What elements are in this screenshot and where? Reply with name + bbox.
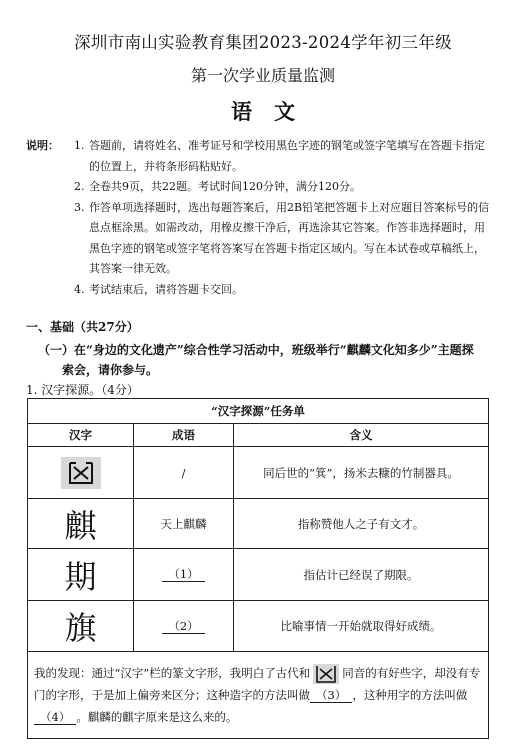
answer-blank-4[interactable]: （4） — [34, 710, 76, 725]
sub-section-heading — [38, 340, 498, 380]
sub-heading-line1: （一）在“身边的文化遗产”综合性学习活动中，班级举行“麒麟文化知多少”主题探 — [38, 343, 474, 357]
meaning-cell: 比喻事情一开始就取得好成绩。 — [280, 619, 442, 633]
instruction-text: 答题前，请将姓名、准考证号和学校用黑色字迹的钢笔或签字笔填写在答题卡指定的位置上，并将条形码粘贴好。 — [89, 139, 485, 173]
exam-title: 深圳市南山实验教育集团2023-2024学年初三年级 — [74, 33, 452, 52]
answer-blank-2[interactable]: （2） — [162, 619, 204, 634]
table-row — [28, 601, 488, 652]
instruction-number: 2. — [74, 180, 85, 193]
idiom-cell — [134, 601, 234, 651]
glyph-cell — [28, 447, 134, 498]
sub-heading-line2: 索会，请你参与。 — [62, 363, 159, 377]
instruction-item — [74, 198, 492, 280]
seal-script-ji-inline-icon — [313, 664, 339, 684]
idiom-cell: 天上麒麟 — [134, 499, 234, 548]
answer-blank-1[interactable]: （1） — [162, 567, 204, 582]
idiom-cell — [134, 549, 234, 600]
exam-subtitle: 第一次学业质量监测 — [190, 66, 335, 85]
answer-blank-3[interactable]: （3） — [310, 688, 352, 703]
instruction-number: 3. — [74, 200, 85, 214]
column-header: 含义 — [349, 428, 373, 442]
instruction-text: 考试结束后，请将答题卡交回。 — [89, 282, 243, 296]
table-row — [28, 447, 488, 499]
instruction-text: 全卷共9页，共22题。考试时间120分钟，满分120分。 — [89, 180, 361, 193]
glyph-cell — [28, 499, 134, 548]
meaning-cell: 同后世的“箕”，扬米去糠的竹制器具。 — [263, 465, 459, 480]
instruction-item — [74, 177, 492, 198]
instruction-text: 作答单项选择题时，选出每题答案后，用2B铅笔把答题卡上对应题目答案标号的信息点框涂黑。如需改动，用橡皮擦干净后，再选涂其它答案。作答非选择题时，用黑色字迹的钢笔或签字笔将答案写在答题卡指定区域内。写在本试卷或草稿纸上，其答案一律无效。 — [89, 200, 490, 275]
instruction-item — [74, 136, 492, 177]
section-heading: 一、基础（共27分） — [26, 320, 139, 334]
seal-script-qi-icon: 麒 — [64, 506, 97, 545]
glyph-cell — [28, 549, 134, 600]
subject-title: 语文 — [231, 99, 317, 124]
task-table — [27, 398, 489, 739]
instruction-number: 4. — [74, 282, 85, 296]
column-header: 成语 — [134, 424, 234, 446]
meaning-cell: 指称赞他人之子有文才。 — [297, 516, 425, 531]
table-row — [28, 499, 488, 549]
finding-text: 。麒麟的麒字原来是这么来的。 — [76, 710, 238, 724]
finding-text: ，这种用字的方法叫做 — [352, 688, 468, 702]
instructions-list — [74, 136, 492, 300]
instructions-label: 说明： — [26, 139, 59, 152]
meaning-cell: 指估计已经误了期限。 — [303, 567, 419, 582]
table-row — [28, 549, 488, 601]
seal-script-ji-icon — [61, 457, 101, 489]
table-header-row — [28, 424, 488, 447]
seal-script-qi2-icon: 期 — [64, 557, 97, 596]
finding-text: 我的发现：通过“汉字”栏的篆文字形，我明白了古代和 — [34, 666, 311, 680]
glyph-cell — [28, 601, 134, 651]
column-header: 汉字 — [28, 424, 134, 446]
finding-text: 同音的有好些字，却没有专门的字形，于是加上偏旁来区分；这种造字的方法叫做 — [34, 666, 481, 702]
question-1: 1. 汉字探源。（4分） — [26, 383, 139, 397]
table-title-row — [28, 399, 488, 424]
instruction-item — [74, 280, 492, 301]
finding-paragraph — [28, 652, 488, 728]
seal-script-qi3-icon: 旗 — [64, 609, 97, 647]
table-title: “汉字探源”任务单 — [211, 404, 305, 418]
seal-script-ji-icon-svg — [66, 461, 96, 485]
instruction-number: 1. — [74, 139, 85, 152]
idiom-cell: / — [134, 447, 234, 498]
